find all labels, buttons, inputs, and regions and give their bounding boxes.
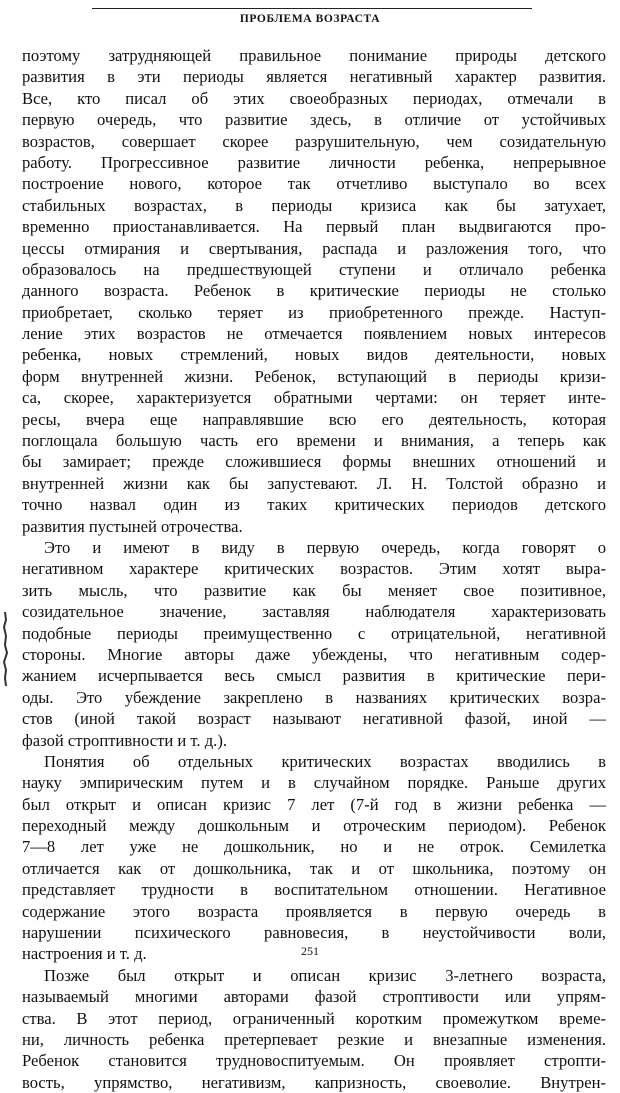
text-line: называемый многими авторами фазой строптивости или упрям- [22,987,606,1007]
text-line: данного возраста. Ребенок в критические периоды не столько [22,281,606,301]
text-line: Ребенок становится трудновоспитуемым. Он проявляет стропти- [22,1051,606,1071]
text-line: отличается как от дошкольника, так и от школьника, поэтому он [22,858,606,878]
running-title: ПРОБЛЕМА ВОЗРАСТА [239,13,381,25]
text-line: цессы отмирания и свертывания, распада и разложения того, что [22,238,606,258]
text-line: вость, упрямство, негативизм, капризность, своеволие. Внутрен- [22,1072,606,1092]
text-line: временно приостанавливается. На первый план выдвигаются про- [22,217,606,237]
text-line: образовалось на предшествующей ступени и отличало ребенка [22,259,606,279]
text-line: переходный между дошкольным и отроческим периодом). Ребенок [22,816,606,836]
text-line: первую очередь, что развитие здесь, в отличие от устойчивых [22,110,606,130]
text-line: работу. Прогрессивное развитие личности ребенка, непрерывное [22,152,606,172]
text-line: поглощала большую часть его времени и внимания, а теперь как [22,431,606,451]
text-line: оды. Это убеждение закреплено в названиях критических возра- [22,687,606,707]
text-line: форм внутренней жизни. Ребенок, вступающий в периоды кризи- [22,366,606,386]
header-rule [92,8,532,9]
text-line: ребенка, новых стремлений, новых видов деятельности, новых [22,345,606,365]
text-line: ление этих возрастов не отмечается появлением новых интересов [22,324,606,344]
text-line: ресы, вчера еще направлявшие всю его деятельность, которая [22,409,606,429]
text-line: зить мысль, что развитие как бы меняет свое позитивное, [22,580,606,600]
text-line: стабильных возрастах, в периоды кризиса как бы затухает, [22,195,606,215]
text-line: представляет трудности в воспитательном отношении. Негативное [22,880,606,900]
text-line: стов (иной такой возраст называют негативной фазой, иной — [22,709,606,729]
text-line: бы замирает; прежде сложившиеся формы внешних отношений и [22,452,606,472]
text-line: содержание этого возраста проявляется в первую очередь в [22,901,606,921]
text-line: приобретает, сколько теряет из приобретенного прежде. Наступ- [22,302,606,322]
text-line: негативном характере критических возрастов. Этим хотят выра- [22,559,606,579]
text-line: стороны. Многие авторы даже убеждены, что негативным содер- [22,644,606,664]
text-line: са, скорее, характеризуется обратными чертами: он теряет инте- [22,388,606,408]
text-line: ни, личность ребенка претерпевает резкие и внезапные изменения. [22,1029,606,1049]
text-line: поэтому затрудняющей правильное понимание природы детского [22,46,606,65]
text-line: 7—8 лет уже не дошкольник, но и не отрок. Семилетка [22,837,606,857]
paragraph-end-line: развития пустыней отрочества. [22,516,243,536]
text-line: внутренней жизни как бы запустевают. Л. Н. Толстой образно и [22,473,606,493]
text-line: возрастов, совершает скорее разрушительную, чем созидательную [22,131,606,151]
text-line: точно назвал один из таких критических периодов детского [22,495,606,515]
text-line: созидательное значение, заставляя наблюдателя характеризовать [22,602,606,622]
text-line: ства. В этот период, ограниченный коротким промежутком време- [22,1008,606,1028]
text-line: построение нового, которое так отчетливо выступало во всех [22,174,606,194]
text-line: был открыт и описан кризис 7 лет (7-й год в жизни ребенка — [22,794,606,814]
paragraph-end-line: настроения и т. д. [22,944,147,964]
text-line: жанием исчерпывается весь смысл развития в критические пери- [22,666,606,686]
paragraph-start-line: Это и имеют в виду в первую очередь, когда говорят о [44,537,606,557]
text-line: развития в эти периоды является негативный характер развития. [22,67,606,87]
text-line: подобные периоды преимущественно с отрицательной, негативной [22,623,606,643]
page-number: 251 [301,944,319,958]
paragraph-start-line: Понятия об отдельных критических возрастах вводились в [44,751,606,771]
paragraph-end-line: фазой строптивности и т. д.). [22,730,227,750]
text-line: Все, кто писал об этих своеобразных периодах, отмечали в [22,88,606,108]
body-text [22,45,606,1093]
text-line: науку эмпирическим путем и в случайном порядке. Раньше других [22,773,606,793]
text-line: нарушении психического равновесия, в неустойчивости воли, [22,923,606,943]
paragraph-start-line: Позже был открыт и описан кризис 3-летнего возраста, [44,965,606,985]
scan-binding-mark [2,612,8,686]
